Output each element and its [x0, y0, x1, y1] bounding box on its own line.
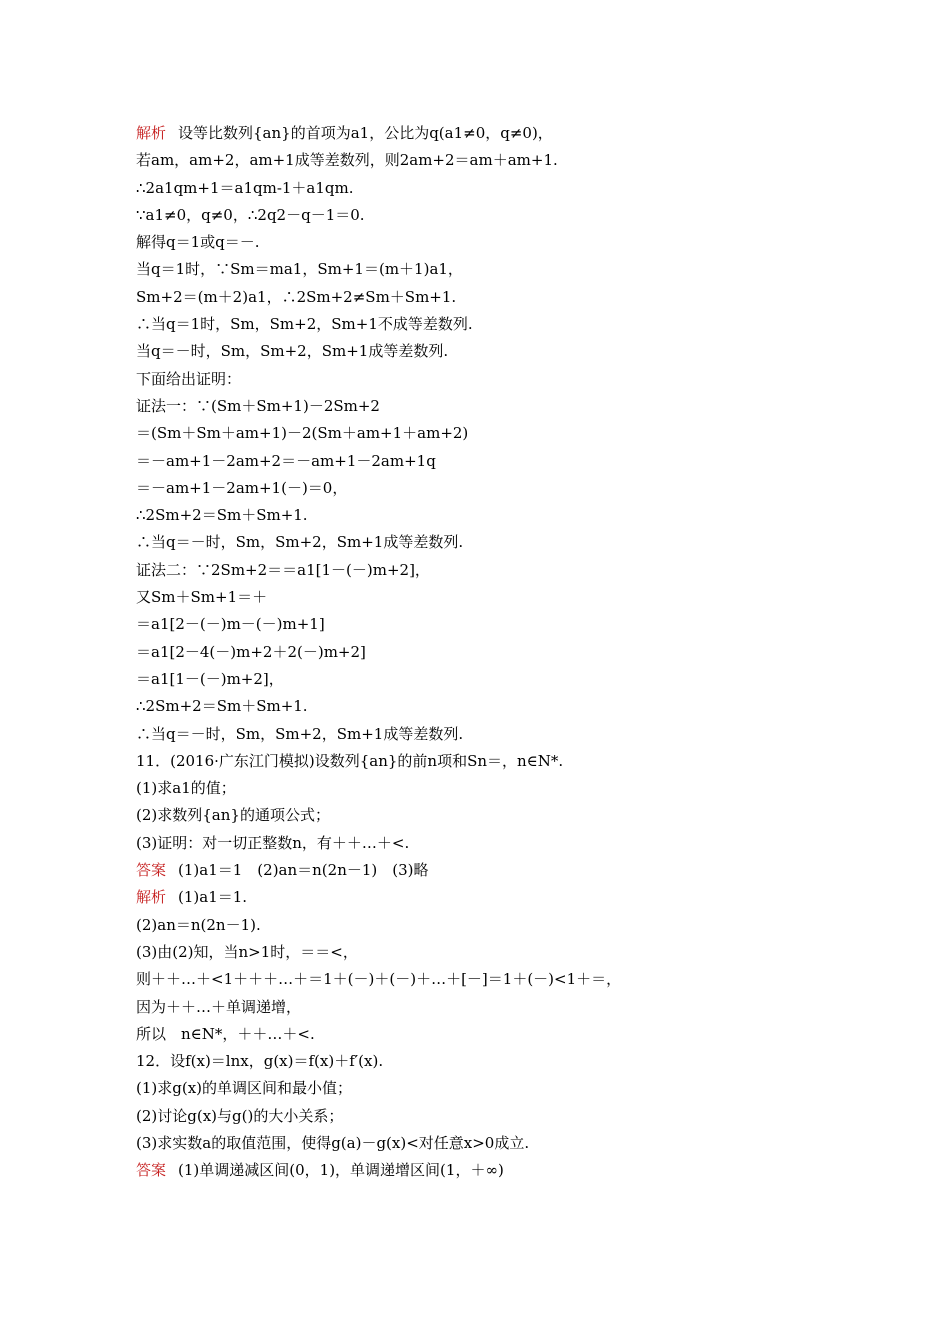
answer-label: 答案	[136, 861, 167, 880]
line-text: (2)an＝n(2n－1).	[136, 915, 261, 934]
line-text: 又Sm＋Sm+1＝＋	[136, 588, 268, 607]
line-text: (1)a1＝1 (2)an＝n(2n－1) (3)略	[178, 861, 429, 880]
text-line	[136, 229, 836, 256]
text-line	[136, 366, 836, 393]
text-line	[136, 448, 836, 475]
line-text: 解得q＝1或q＝－.	[136, 233, 260, 252]
line-text: (1)求a1的值；	[136, 779, 236, 798]
line-text: (1)a1＝1.	[178, 888, 248, 907]
text-line	[136, 939, 836, 966]
line-text: ＝a1[1－(－)m+2]，	[136, 669, 284, 688]
analysis-label: 解析	[136, 124, 167, 142]
line-text: Sm+2＝(m＋2)a1，∴2Sm+2≠Sm＋Sm+1.	[136, 287, 457, 306]
text-line	[136, 775, 836, 802]
text-line	[136, 557, 836, 584]
question-12-line	[136, 1048, 836, 1075]
line-text: (1)单调递减区间(0，1)，单调递增区间(1，＋∞)	[178, 1161, 504, 1180]
text-line	[136, 966, 836, 993]
line-text: ＝－am+1－2am+2＝－am+1－2am+1q	[136, 451, 436, 470]
text-line	[136, 147, 836, 174]
line-text: 证法二：∵2Sm+2＝＝a1[1－(－)m+2]，	[136, 560, 430, 579]
line-text: ∵a1≠0，q≠0，∴2q2－q－1＝0.	[136, 205, 365, 224]
text-line	[136, 1130, 836, 1157]
text-line	[136, 639, 836, 666]
text-line	[136, 1157, 836, 1184]
text-line	[136, 420, 836, 447]
text-line	[136, 502, 836, 529]
text-line	[136, 338, 836, 365]
line-text: 则＋＋…＋<1＋＋＋…＋＝1＋(－)＋(－)＋…＋[－]＝1＋(－)<1＋＝，	[136, 970, 622, 989]
line-text: 11．(2016·广东江门模拟)设数列{an}的前n项和Sn＝，n∈N*.	[136, 751, 564, 770]
text-line	[136, 802, 836, 829]
text-line	[136, 912, 836, 939]
line-text: (1)求g(x)的单调区间和最小值；	[136, 1079, 353, 1098]
text-line	[136, 1021, 836, 1048]
line-text: 当q＝－时，Sm，Sm+2，Sm+1成等差数列.	[136, 342, 449, 361]
text-line	[136, 120, 836, 147]
text-line	[136, 256, 836, 283]
text-line	[136, 857, 836, 884]
line-text: ＝a1[2－(－)m－(－)m+1]	[136, 615, 325, 634]
line-text: (3)证明：对一切正整数n，有＋＋…＋<.	[136, 833, 410, 852]
text-line	[136, 666, 836, 693]
text-line	[136, 994, 836, 1021]
line-text: 证法一：∵(Sm＋Sm+1)－2Sm+2	[136, 396, 380, 415]
line-text: ∴2Sm+2＝Sm＋Sm+1.	[136, 506, 308, 525]
line-text: ＝(Sm＋Sm＋am+1)－2(Sm＋am+1＋am+2)	[136, 424, 469, 443]
text-line	[136, 1075, 836, 1102]
text-line	[136, 721, 836, 748]
text-line	[136, 884, 836, 911]
line-text: ∴2Sm+2＝Sm＋Sm+1.	[136, 697, 308, 716]
line-text: (3)求实数a的取值范围，使得g(a)－g(x)<对任意x>0成立.	[136, 1133, 530, 1152]
line-text: ∴当q＝1时，Sm，Sm+2，Sm+1不成等差数列.	[136, 315, 473, 334]
line-text: ∴当q＝－时，Sm，Sm+2，Sm+1成等差数列.	[136, 724, 464, 743]
text-line	[136, 611, 836, 638]
solution-text	[136, 120, 836, 1185]
text-line	[136, 393, 836, 420]
line-text: ∴当q＝－时，Sm，Sm+2，Sm+1成等差数列.	[136, 533, 464, 552]
line-text: (3)由(2)知，当n>1时，＝＝<，	[136, 942, 358, 961]
line-text: (2)求数列{an}的通项公式；	[136, 806, 330, 825]
line-text: 12．设f(x)＝lnx，g(x)＝f(x)＋f′(x).	[136, 1052, 384, 1071]
text-line	[136, 311, 836, 338]
text-line	[136, 202, 836, 229]
answer-label: 答案	[136, 1161, 167, 1180]
question-11-line	[136, 748, 836, 775]
text-line	[136, 284, 836, 311]
text-line	[136, 175, 836, 202]
text-line	[136, 1103, 836, 1130]
line-text: 因为＋＋…＋单调递增，	[136, 997, 302, 1016]
text-line	[136, 584, 836, 611]
line-text: 下面给出证明：	[136, 369, 242, 388]
line-text: 所以 n∈N*，＋＋…＋<.	[136, 1024, 315, 1043]
line-text: ＝－am+1－2am+1(－)＝0，	[136, 478, 348, 497]
line-text: 当q＝1时，∵Sm＝ma1，Sm+1＝(m＋1)a1，	[136, 260, 463, 279]
text-line	[136, 475, 836, 502]
line-text: (2)讨论g(x)与g()的大小关系；	[136, 1106, 344, 1125]
text-line	[136, 529, 836, 556]
line-text: 若am，am+2，am+1成等差数列，则2am+2＝am＋am+1.	[136, 151, 558, 170]
line-text: 设等比数列{an}的首项为a1，公比为q(a1≠0，q≠0)，	[178, 124, 553, 142]
line-text: ＝a1[2－4(－)m+2＋2(－)m+2]	[136, 642, 366, 661]
text-line	[136, 693, 836, 720]
text-line	[136, 830, 836, 857]
analysis-label: 解析	[136, 888, 167, 907]
line-text: ∴2a1qm+1＝a1qm-1＋a1qm.	[136, 178, 354, 197]
